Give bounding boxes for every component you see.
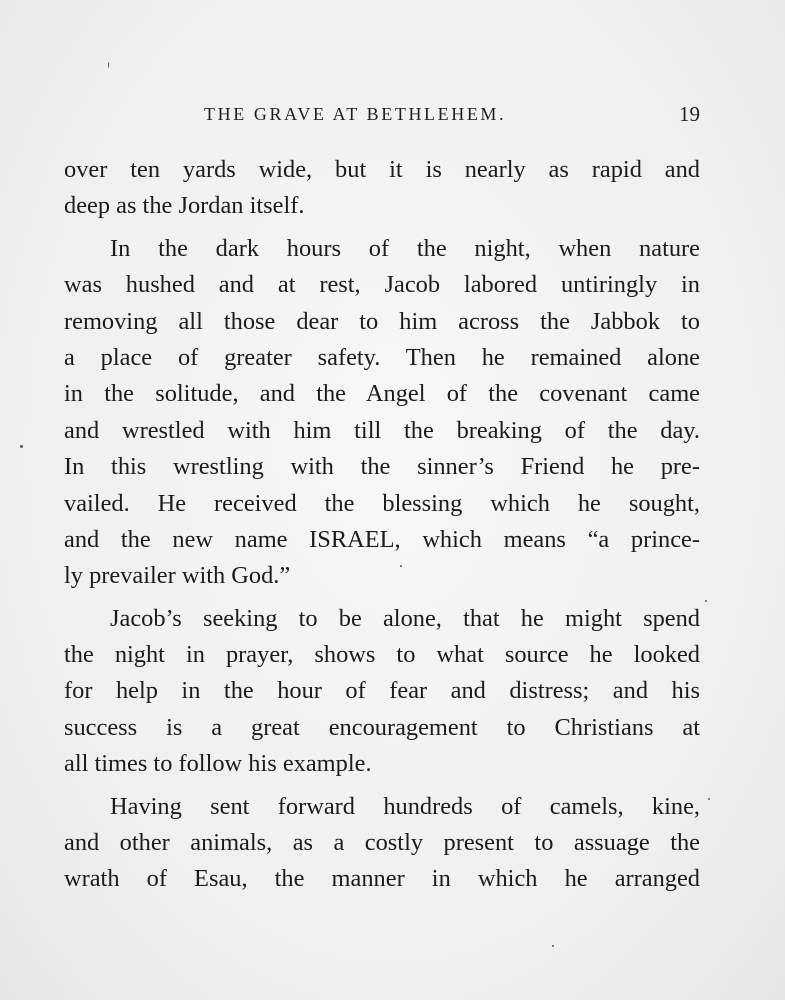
text-line: and other animals, as a costly present to assuage the <box>64 829 700 857</box>
text-line: in the solitude, and the Angel of the covenant came <box>64 380 700 408</box>
text-line: a place of greater safety. Then he remained alone <box>64 343 700 371</box>
text-line: removing all those dear to him across the Jabbok to <box>64 307 700 335</box>
scan-speck <box>705 600 707 602</box>
text-line: vailed. He received the blessing which he sought, <box>64 489 700 517</box>
running-head-title: THE GRAVE AT BETHLEHEM. <box>204 104 507 124</box>
text-line: deep as the Jordan itself. <box>64 192 305 220</box>
text-line: In this wrestling with the sinner’s Friend he pre- <box>64 453 700 481</box>
text-line: all times to follow his example. <box>64 750 372 778</box>
text-line: success is a great encouragement to Christians at <box>64 713 700 741</box>
body-text <box>64 152 700 898</box>
scan-speck <box>708 798 710 800</box>
scan-speck <box>20 445 23 448</box>
scan-speck <box>400 565 402 567</box>
text-line: and the new name ISRAEL, which means “a prince- <box>64 525 700 553</box>
text-line: the night in prayer, shows to what source he looked <box>64 641 700 669</box>
text-line: In the dark hours of the night, when nature <box>110 234 700 262</box>
text-line: was hushed and at rest, Jacob labored untiringly in <box>64 271 700 299</box>
text-line: over ten yards wide, but it is nearly as rapid and <box>64 156 700 183</box>
text-line: ly prevailer with God.” <box>64 562 291 590</box>
scan-speck <box>108 62 109 68</box>
text-line: and wrestled with him till the breaking of the day. <box>64 416 700 444</box>
scan-speck <box>552 945 554 947</box>
page-number: 19 <box>679 102 700 126</box>
running-head <box>64 104 700 130</box>
text-line: wrath of Esau, the manner in which he arranged <box>64 865 700 893</box>
text-line: Having sent forward hundreds of camels, kine, <box>110 792 700 820</box>
text-line: Jacob’s seeking to be alone, that he might spend <box>110 604 700 632</box>
text-line: for help in the hour of fear and distress; and his <box>64 677 700 705</box>
